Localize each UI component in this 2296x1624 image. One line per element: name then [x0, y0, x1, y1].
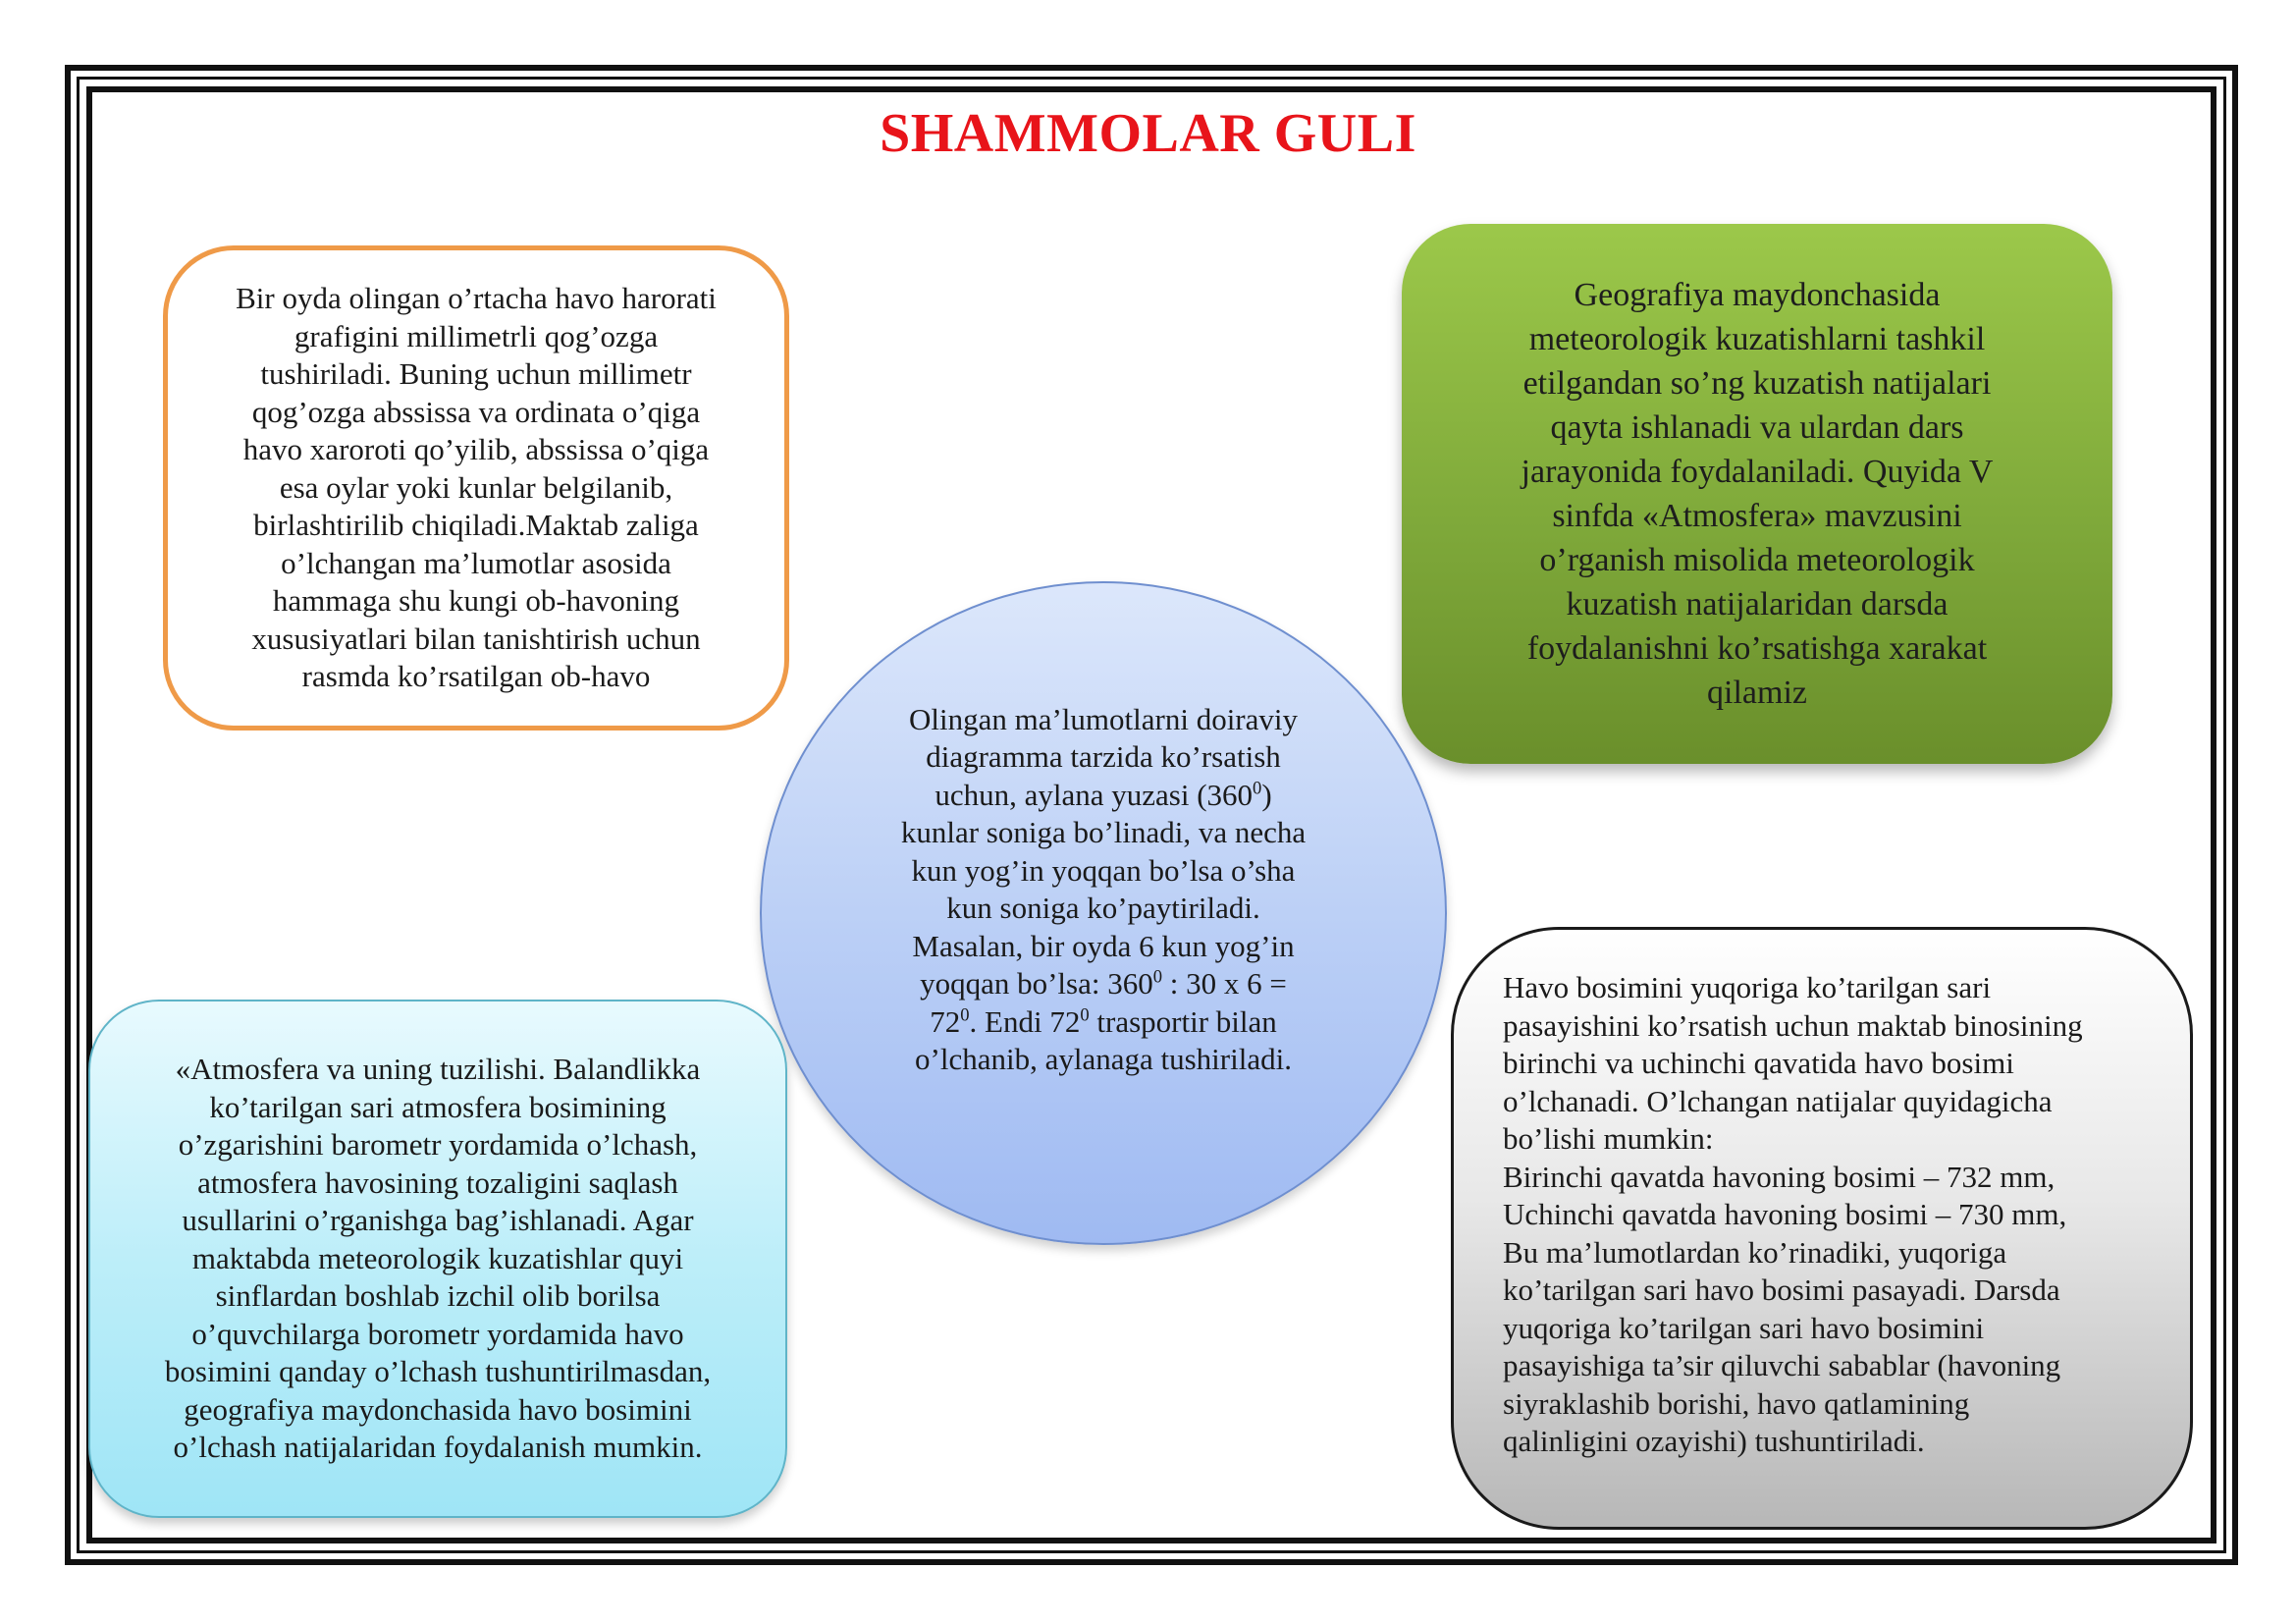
circle-line-2: diagramma tarzida ko’rsatish [926, 739, 1281, 774]
circle-line-9-end: trasportir bilan [1089, 1003, 1277, 1039]
degree-superscript: 0 [1152, 966, 1163, 988]
cyan-box-text: «Atmosfera va uning tuzilishi. Balandlikka ko’tarilgan sari atmosfera bosimining o’zgarishini barometr yordamida o’lchash, atmosfera havosining tozaligini saqlash usullarini o’rganishga bag’ishlanadi. Agar maktabda meteorologik kuzatishlar quyi sinflardan boshlab izchil olib borilsa o’quvchilarga borometr yordamida havo bosimini qanday o’lchash tushuntirilmasdan, geografiya maydonchasida havo bosimini o’lchash natijalaridan foydalanish mumkin. [164, 1052, 712, 1465]
circle-line-3: uchun, aylana yuzasi (360 [934, 777, 1254, 812]
degree-superscript: 0 [960, 1004, 970, 1026]
page-title: SHAMMOLAR GULI [880, 103, 1416, 164]
orange-box-text: Bir oyda olingan o’rtacha havo harorati grafigini millimetrli qog’ozga tushiriladi. Buning uchun millimetr qog’ozga abssissa va ordinata o’qiga havo xaroroti qo’yilib, abssissa o’qiga esa oylar yoki kunlar belgilanib, birlashtirilib chiqiladi.Maktab zaliga o’lchangan ma’lumotlar asosida hammaga shu kungi ob-havoning xususiyatlari bilan tanishtirish uchun rasmda ko’rsatilgan ob-havo [236, 281, 717, 694]
orange-text-box [163, 245, 789, 731]
circle-line-9: 72 [930, 1003, 961, 1039]
circle-line-4: kunlar soniga bo’linadi, va necha [900, 815, 1307, 849]
circle-line-8: yoqqan bo’lsa: 360 [920, 966, 1153, 1001]
green-text-box [1402, 224, 2112, 764]
cyan-text-box [88, 1000, 787, 1518]
degree-superscript: 0 [1080, 1004, 1090, 1026]
circle-line-6: kun soniga ko’paytiriladi. [946, 891, 1260, 925]
circle-line-3-end: ) [1261, 777, 1272, 812]
blue-circle-text-box [760, 581, 1447, 1245]
circle-line-10: o’lchanib, aylanaga tushiriladi. [915, 1042, 1292, 1076]
circle-line-9-mid: . Endi 72 [969, 1003, 1081, 1039]
circle-line-5: kun yog’in yoqqan bo’lsa o’sha [911, 852, 1296, 888]
degree-superscript: 0 [1253, 778, 1262, 799]
green-box-text: Geografiya maydonchasida meteorologik kuzatishlarni tashkil etilgandan so’ng kuzatish natijalari qayta ishlanadi va ulardan dars jarayonida foydalaniladi. Quyida V sinfda «Atmosfera» mavzusini o’rganish misolida meteorologik kuzatish natijalaridan darsda foydalanishni ko’rsatishga xarakat qilamiz [1521, 277, 1994, 711]
circle-line-8-end: : 30 x 6 = [1162, 966, 1287, 1001]
gray-box-text: Havo bosimini yuqoriga ko’tarilgan sari pasayishini ko’rsatish uchun maktab binosining birinchi va uchinchi qavatida havo bosimi o’lchanadi. O’lchangan natijalar quyidagicha bo’lishi mumkin: Birinchi qavatda havoning bosimi – 732 mm, Uchinchi qavatda havoning bosimi – 730 mm, Bu ma’lumotlardan ko’rinadiki, yuqoriga ko’tarilgan sari havo bosimi pasayadi. Darsda yuqoriga ko’tarilgan sari havo bosimini pasayishiga ta’sir qiluvchi sabablar (havoning siyraklashib borishi, havo qatlamining qalinligini ozayishi) tushuntiriladi. [1503, 970, 2083, 1458]
gray-text-box [1451, 927, 2193, 1530]
circle-line-1: Olingan ma’lumotlarni doiraviy [908, 701, 1299, 736]
circle-box-text [901, 701, 1306, 1079]
circle-line-7: Masalan, bir oyda 6 kun yog’in [912, 928, 1295, 963]
